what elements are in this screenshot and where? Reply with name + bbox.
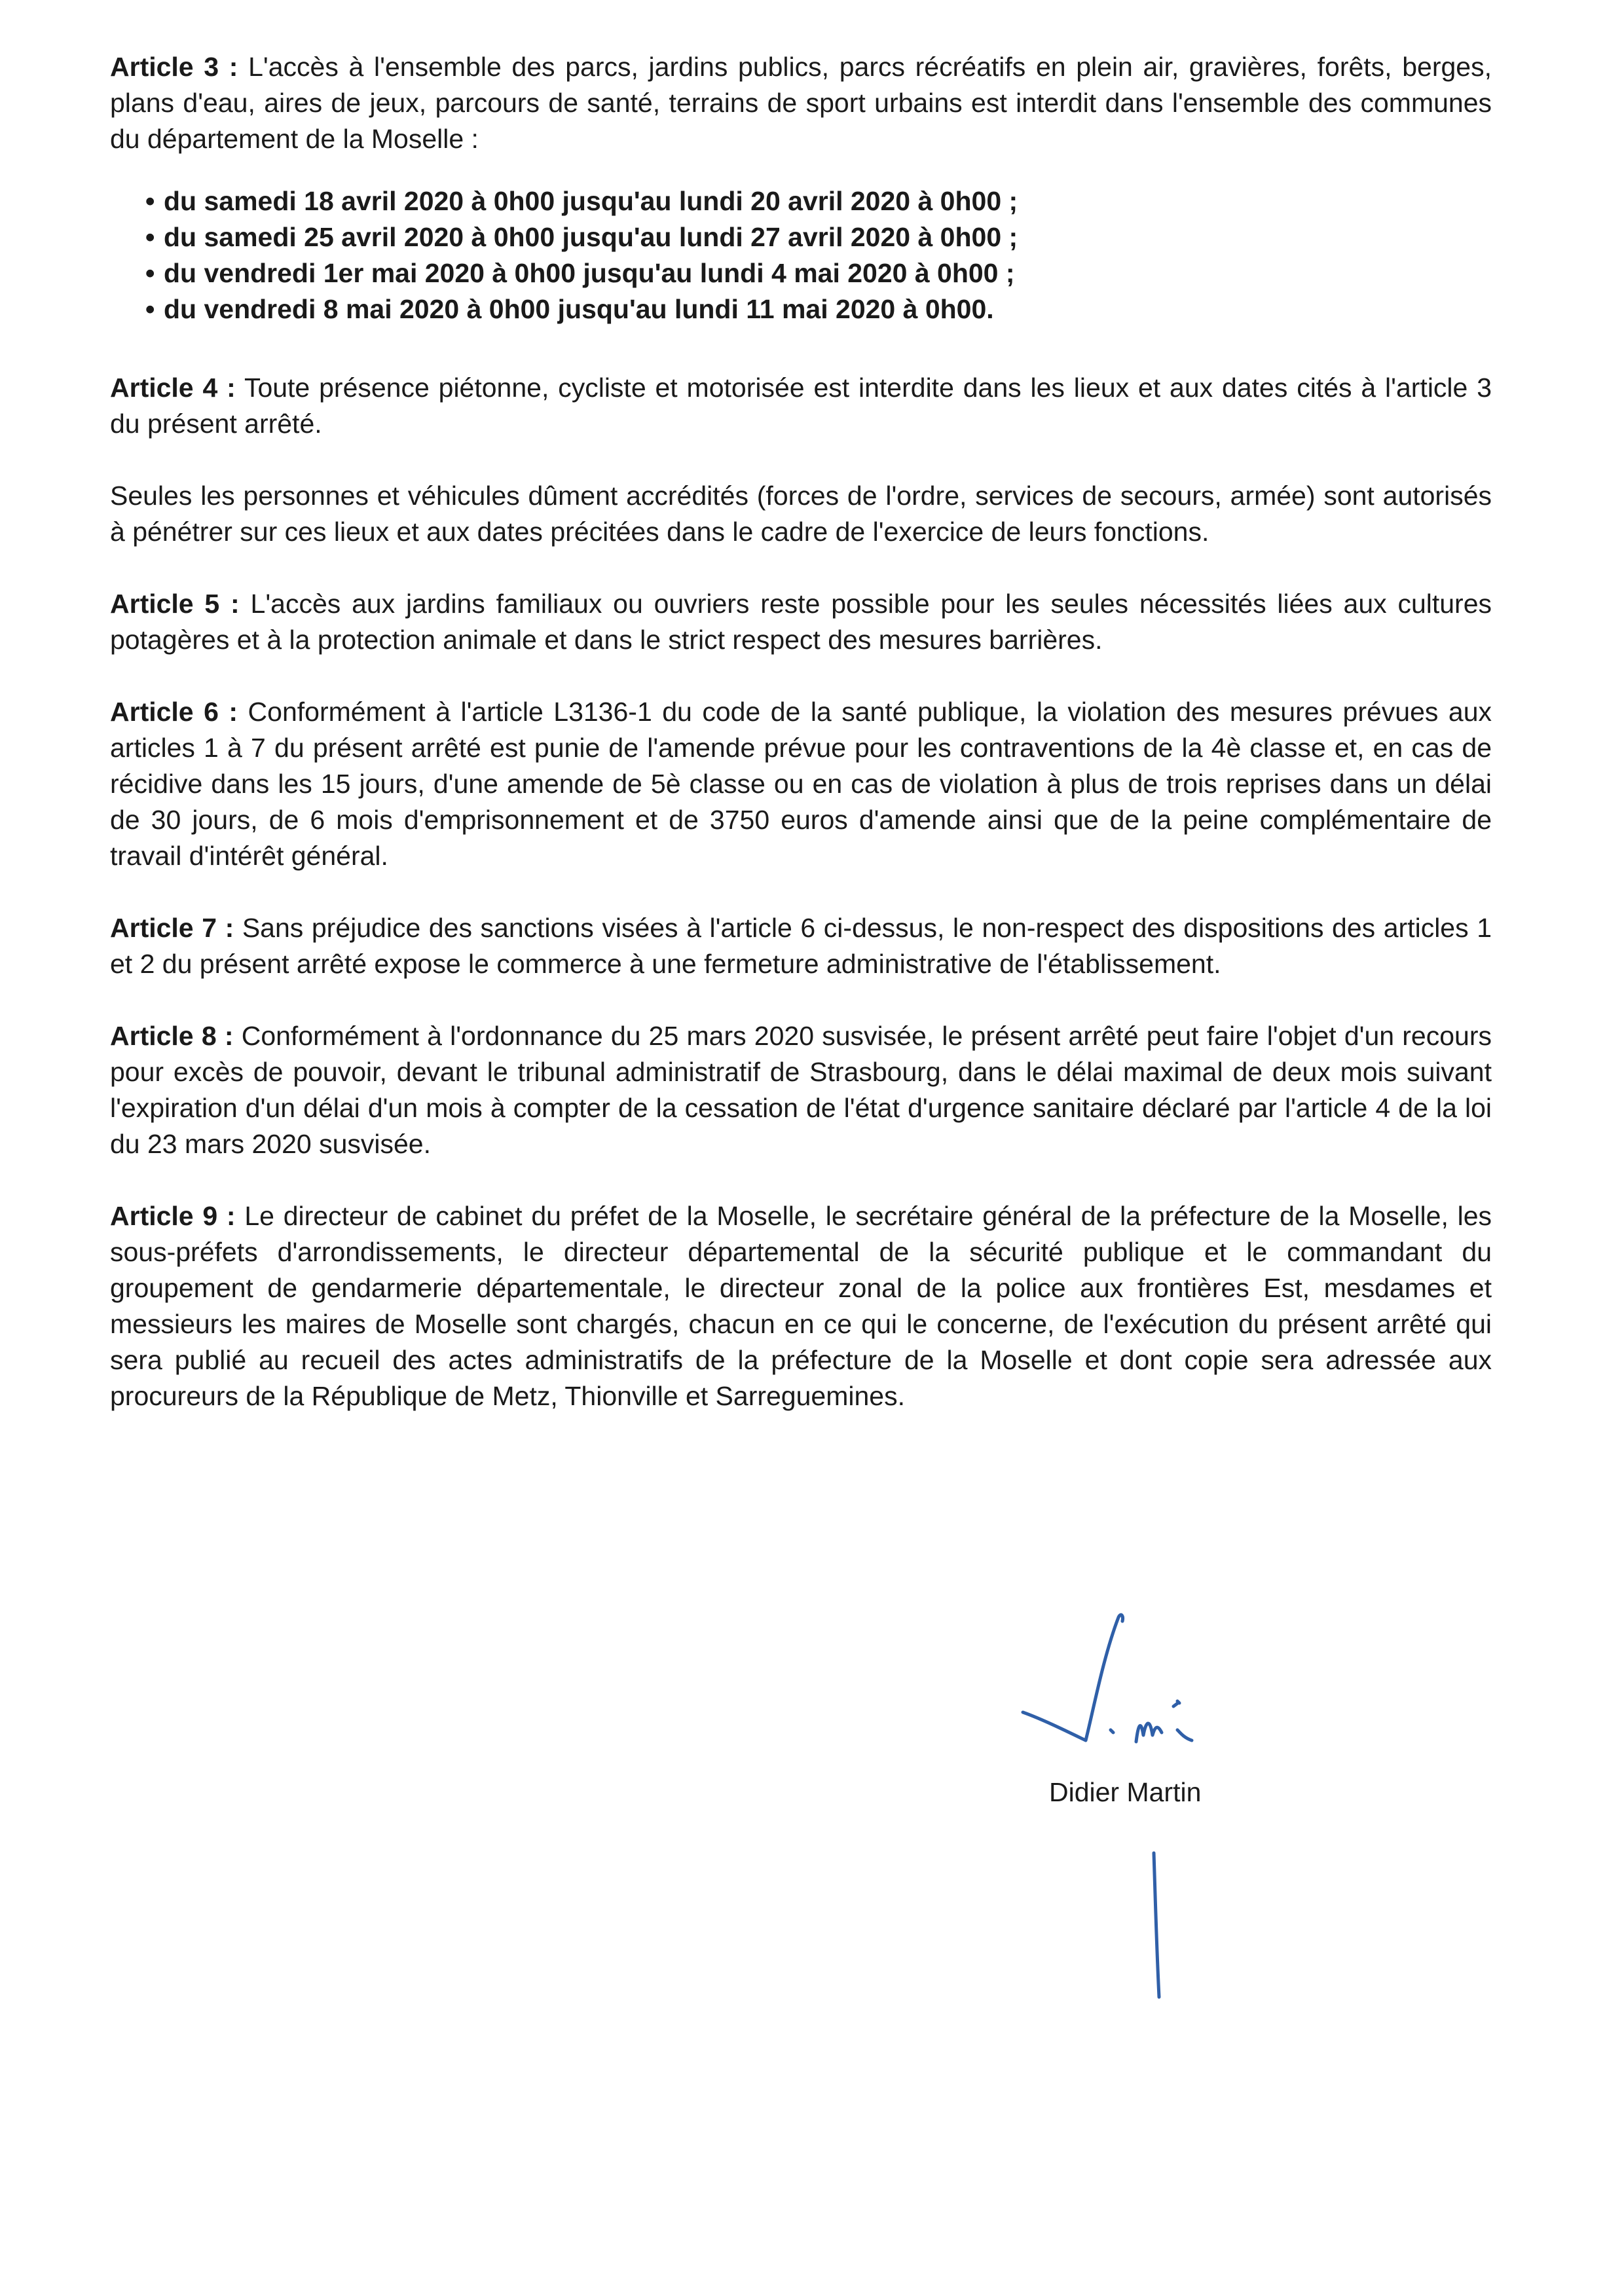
- article-8-label: Article 8 :: [110, 1021, 234, 1051]
- article-7-label: Article 7 :: [110, 913, 234, 943]
- article-4: [110, 370, 1492, 442]
- article-6-label: Article 6 :: [110, 697, 238, 727]
- article-8: [110, 1018, 1492, 1162]
- article-5: [110, 586, 1492, 658]
- bullet-icon: •: [145, 258, 155, 288]
- article-3-label: Article 3 :: [110, 52, 238, 82]
- bullet-icon: •: [145, 186, 155, 216]
- article-9-label: Article 9 :: [110, 1201, 236, 1231]
- article-5-label: Article 5 :: [110, 589, 240, 619]
- date-item: • du vendredi 8 mai 2020 à 0h00 jusqu'au lundi 11 mai 2020 à 0h00.: [148, 291, 1492, 327]
- article-3: [110, 49, 1492, 157]
- article-4-text: Toute présence piétonne, cycliste et motorisée est interdite dans les lieux et aux dates cités à l'article 3 du présent arrêté.: [110, 373, 1492, 439]
- article-9: [110, 1198, 1492, 1414]
- signature-block: [1002, 1578, 1264, 2004]
- date-item: • du samedi 25 avril 2020 à 0h00 jusqu'au lundi 27 avril 2020 à 0h00 ;: [148, 219, 1492, 255]
- date-item: • du vendredi 1er mai 2020 à 0h00 jusqu'au lundi 4 mai 2020 à 0h00 ;: [148, 255, 1492, 291]
- bullet-icon: •: [145, 222, 155, 252]
- article-4-paragraph-2: Seules les personnes et véhicules dûment accrédités (forces de l'ordre, services de secours, armée) sont autorisés à pénétrer sur ces lieux et aux dates précitées dans le cadre de l'exercice de leurs fonctions.: [110, 481, 1492, 547]
- article-7-text: Sans préjudice des sanctions visées à l'article 6 ci-dessus, le non-respect des dispositions des articles 1 et 2 du présent arrêté expose le commerce à une fermeture administrative de l'établissement.: [110, 913, 1492, 979]
- document-body: [110, 49, 1492, 1450]
- signer-name: Didier Martin: [1049, 1777, 1202, 1807]
- article-8-text: Conformément à l'ordonnance du 25 mars 2020 susvisée, le présent arrêté peut faire l'objet d'un recours pour excès de pouvoir, devant le tribunal administratif de Strasbourg, dans le délai maximal de deux mois suivant l'expiration d'un délai d'un mois à compter de la cessation de l'état d'urgence sanitaire déclaré par l'article 4 de la loi du 23 mars 2020 susvisée.: [110, 1021, 1492, 1159]
- article-5-text: L'accès aux jardins familiaux ou ouvriers reste possible pour les seules nécessités liées aux cultures potagères et à la protection animale et dans le strict respect des mesures barrières.: [110, 589, 1492, 655]
- article-6: [110, 694, 1492, 874]
- article-9-text: Le directeur de cabinet du préfet de la Moselle, le secrétaire général de la préfecture de la Moselle, les sous-préfets d'arrondissements, le directeur départemental de la sécurité publique et le commandant du groupement de gendarmerie départementale, le directeur zonal de la police aux frontières Est, mesdames et messieurs les maires de Moselle sont chargés, chacun en ce qui le concerne, de l'exécution du présent arrêté qui sera publié au recueil des actes administratifs de la préfecture de la Moselle et dont copie sera adressée aux procureurs de la République de Metz, Thionville et Sarreguemines.: [110, 1201, 1492, 1411]
- article-7: [110, 910, 1492, 982]
- article-4-label: Article 4 :: [110, 373, 236, 403]
- article-6-text: Conformément à l'article L3136-1 du code de la santé publique, la violation des mesures prévues aux articles 1 à 7 du présent arrêté est punie de l'amende prévue pour les contraventions de la 4è classe et, en cas de récidive dans les 15 jours, d'une amende de 5è classe ou en cas de violation à plus de trois reprises dans un délai de 30 jours, de 6 mois d'emprisonnement et de 3750 euros d'amende ainsi que de la peine complémentaire de travail d'intérêt général.: [110, 697, 1492, 871]
- article-3-text: L'accès à l'ensemble des parcs, jardins publics, parcs récréatifs en plein air, gravières, forêts, berges, plans d'eau, aires de jeux, parcours de santé, terrains de sport urbains est interdit dans l'ensemble des communes du département de la Moselle :: [110, 52, 1492, 154]
- date-item: • du samedi 18 avril 2020 à 0h00 jusqu'au lundi 20 avril 2020 à 0h00 ;: [148, 183, 1492, 219]
- bullet-icon: •: [145, 294, 155, 324]
- article-3-date-list: [145, 183, 1492, 327]
